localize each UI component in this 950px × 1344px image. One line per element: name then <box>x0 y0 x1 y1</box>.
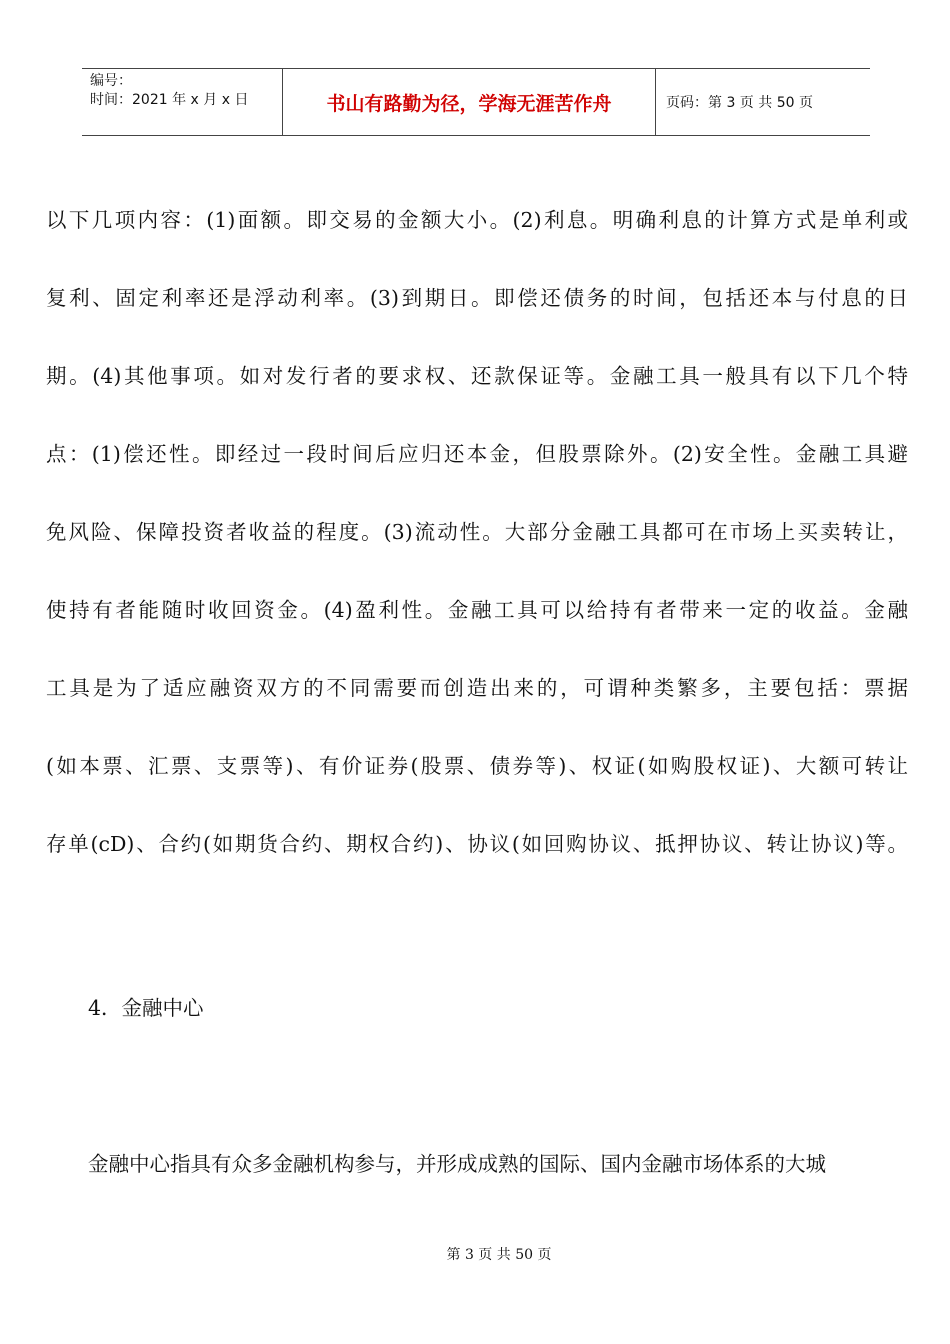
header-motto: 书山有路勤为径，学海无涯苦作舟 <box>282 69 656 135</box>
body-line-9: 存单(cD)、合约(如期货合约、期权合约)、协议(如回购协议、抵押协议、转让协议)等。 <box>46 832 908 856</box>
page-footer: 第 3 页 共 50 页 <box>446 1247 552 1263</box>
section-heading: 4．金融中心 <box>88 996 204 1020</box>
body-line-7: 工具是为了适应融资双方的不同需要而创造出来的，可谓种类繁多，主要包括：票据 <box>46 676 908 700</box>
page-header-table <box>82 68 870 136</box>
body-line-6: 使持有者能随时收回资金。(4)盈利性。金融工具可以给持有者带来一定的收益。金融 <box>46 598 908 622</box>
body-line-4: 点：(1)偿还性。即经过一段时间后应归还本金，但股票除外。(2)安全性。金融工具避 <box>46 442 908 466</box>
body-line-3: 期。(4)其他事项。如对发行者的要求权、还款保证等。金融工具一般具有以下几个特 <box>46 364 908 388</box>
header-page-info: 页码：第 3 页 共 50 页 <box>666 95 813 111</box>
body-line-1: 以下几项内容：(1)面额。即交易的金额大小。(2)利息。明确利息的计算方式是单利或 <box>46 208 908 232</box>
body-line-2: 复利、固定利率还是浮动利率。(3)到期日。即偿还债务的时间，包括还本与付息的日 <box>46 286 908 310</box>
header-date-label: 时间：2021 年 x 月 x 日 <box>90 92 249 108</box>
body-paragraph-2: 金融中心指具有众多金融机构参与，并形成成熟的国际、国内金融市场体系的大城 <box>88 1152 826 1176</box>
body-line-5: 免风险、保障投资者收益的程度。(3)流动性。大部分金融工具都可在市场上买卖转让， <box>46 520 908 544</box>
body-line-8: (如本票、汇票、支票等)、有价证券(股票、债券等)、权证(如购股权证)、大额可转让 <box>46 754 908 778</box>
header-number-label: 编号： <box>90 73 132 89</box>
header-left-cell <box>82 69 282 135</box>
